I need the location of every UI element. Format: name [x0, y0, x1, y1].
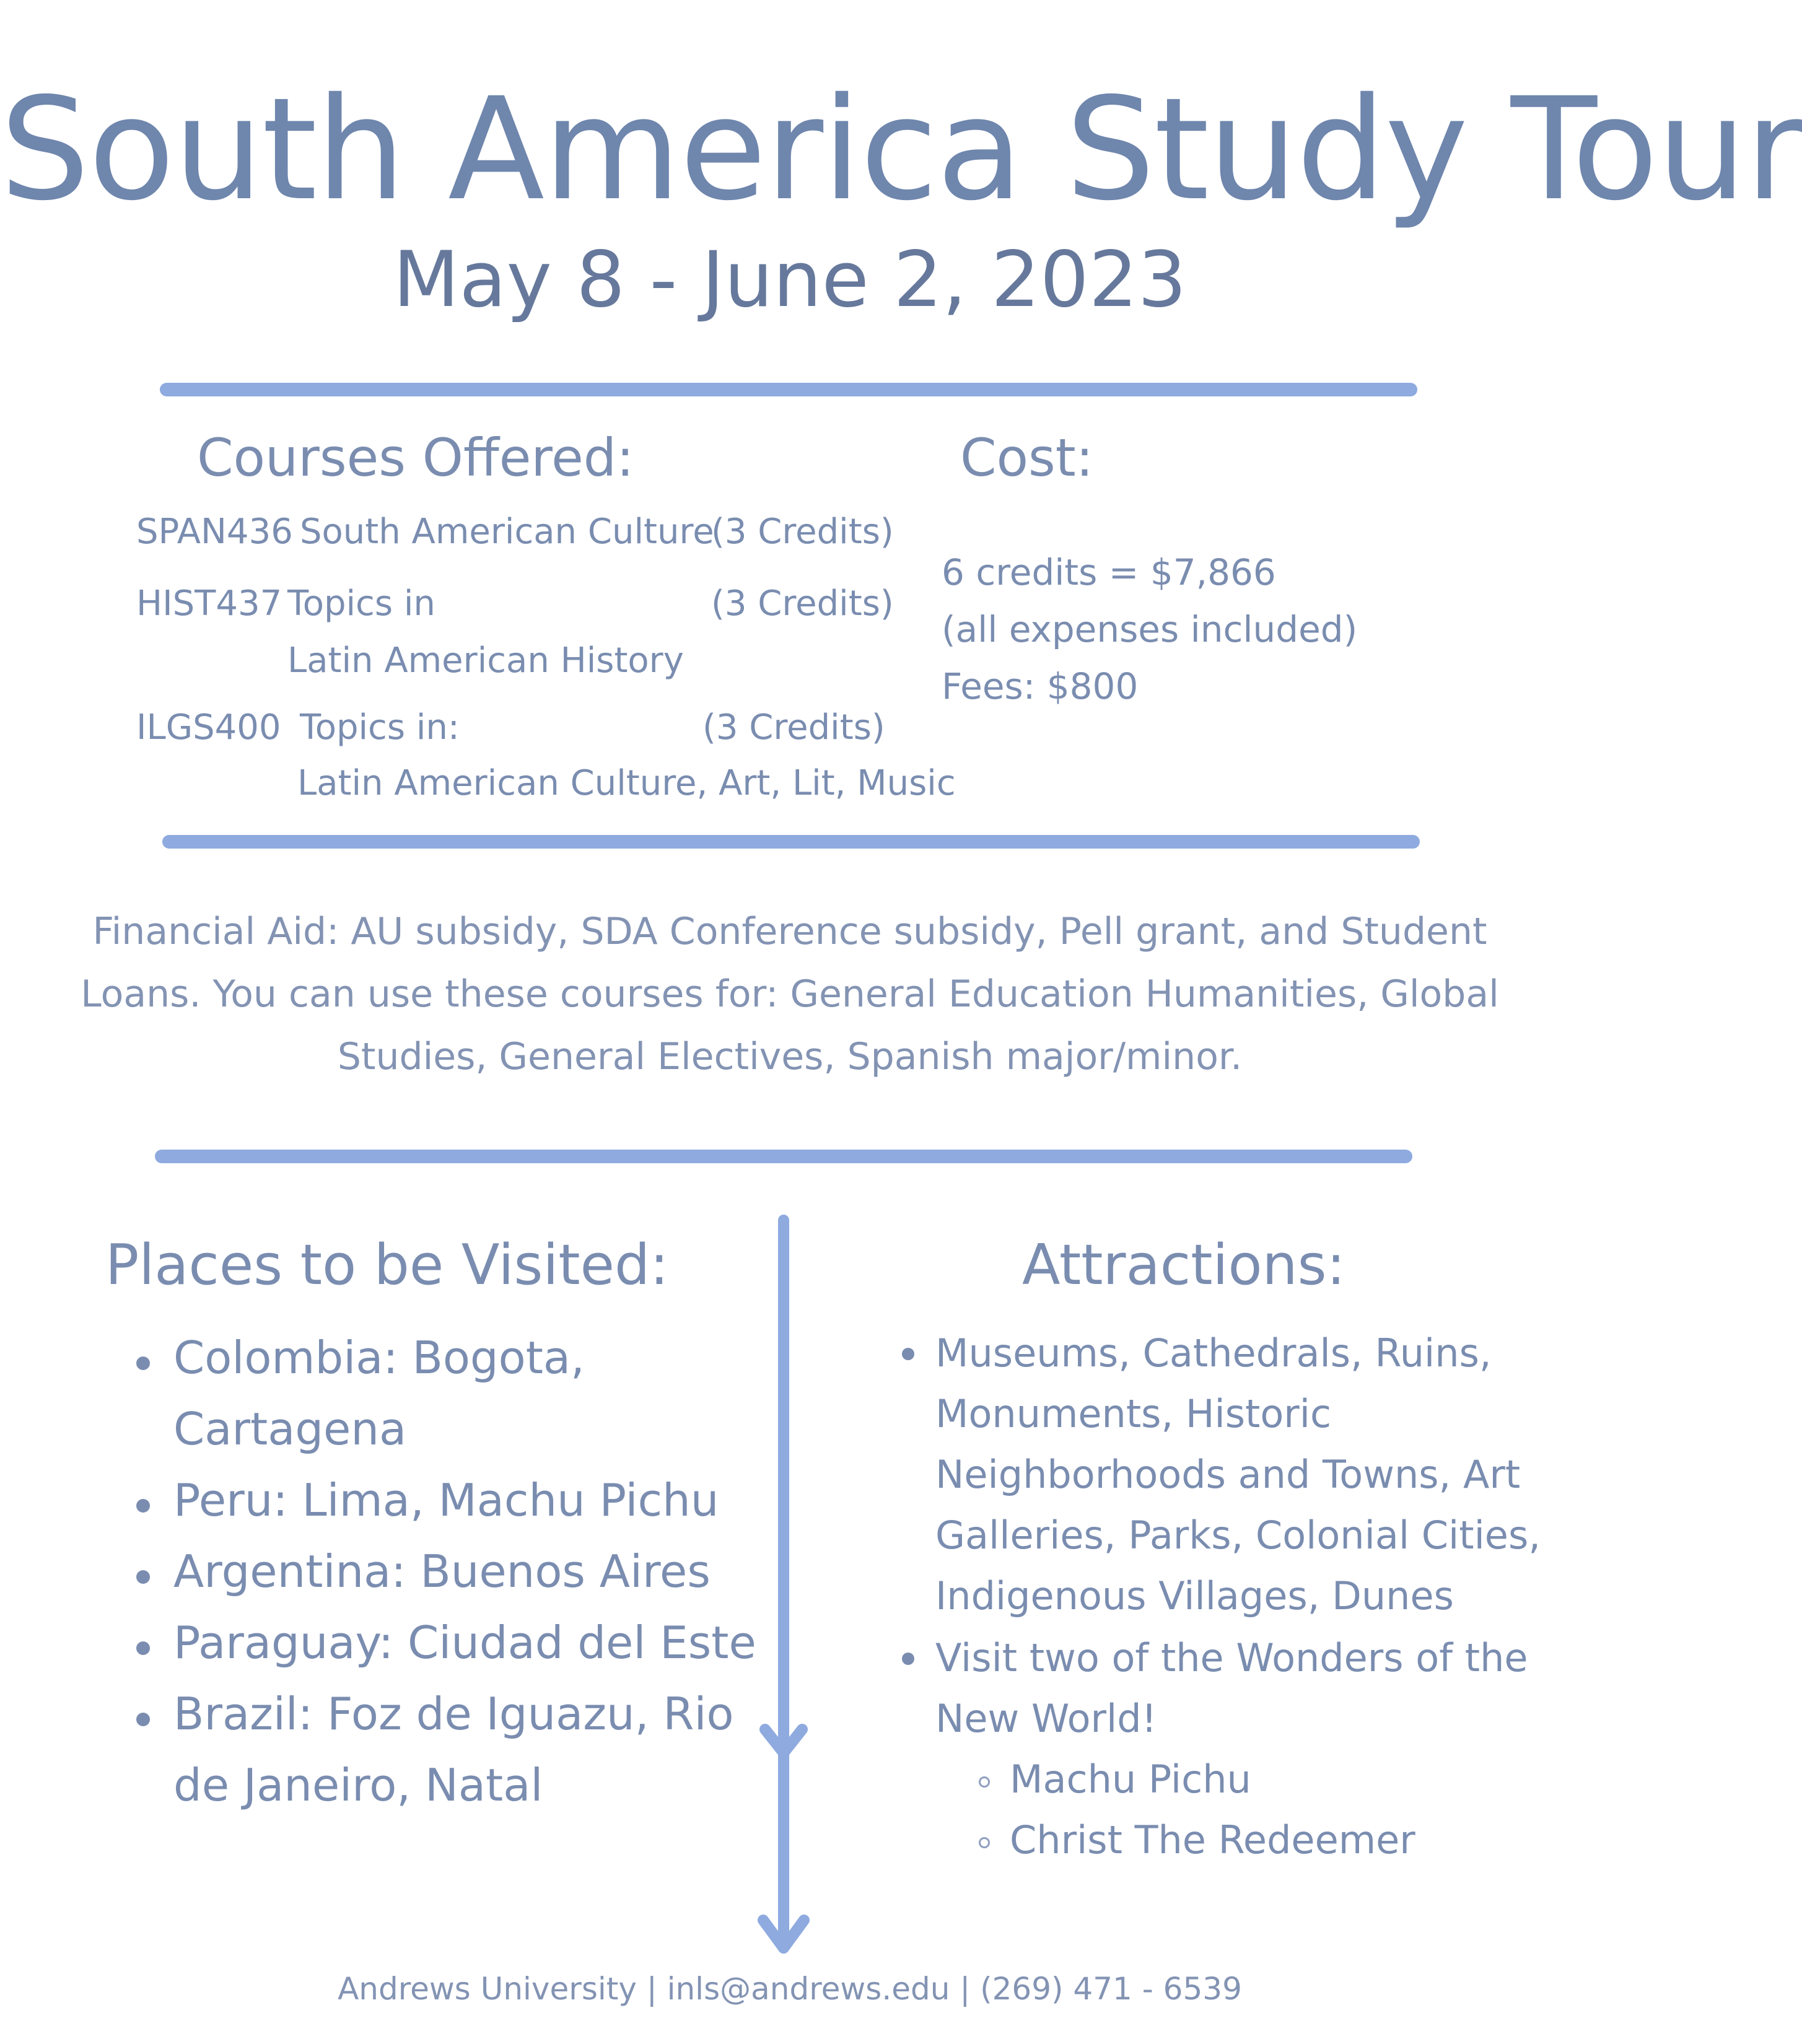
- cost-line: 6 credits = $7,866: [942, 551, 1276, 593]
- course-credits-ilgs400: (3 Credits): [702, 707, 885, 748]
- bullet-icon: [902, 1653, 914, 1665]
- place-paraguay: Paraguay: Ciudad del Este: [173, 1617, 756, 1669]
- bullet-icon: [136, 1356, 150, 1370]
- course-code-hist437: HIST437: [136, 583, 282, 624]
- cost-line: (all expenses included): [942, 608, 1358, 650]
- attractions-heading: Attractions:: [1022, 1233, 1345, 1298]
- financial-aid-line: Financial Aid: AU subsidy, SDA Conference subsidy, Pell grant, and Student: [92, 910, 1487, 953]
- bullet-icon: [136, 1641, 150, 1655]
- divider-top: [160, 383, 1417, 396]
- place-brazil: Brazil: Foz de Iguazu, Rio: [173, 1688, 734, 1740]
- place-brazil-cont: de Janeiro, Natal: [173, 1759, 543, 1811]
- bullet-icon: [136, 1570, 150, 1584]
- course-credits-hist437: (3 Credits): [711, 583, 894, 624]
- place-colombia: Colombia: Bogota,: [173, 1332, 585, 1384]
- wonder-christ-the-redeemer: Christ The Redeemer: [1010, 1817, 1415, 1863]
- place-argentina: Argentina: Buenos Aires: [173, 1545, 711, 1597]
- bullet-icon: [136, 1713, 150, 1726]
- financial-aid-line: Loans. You can use these courses for: General Education Humanities, Global: [81, 972, 1499, 1016]
- sub-bullet-icon: [979, 1776, 990, 1788]
- footer-contact: Andrews University | inls@andrews.edu | (269) 471 - 6539: [338, 1971, 1242, 2007]
- attraction-line: Visit two of the Wonders of the: [935, 1635, 1528, 1680]
- financial-aid-paragraph: [74, 901, 1505, 1088]
- place-peru: Peru: Lima, Machu Pichu: [173, 1474, 719, 1526]
- attraction-line: Galleries, Parks, Colonial Cities,: [935, 1513, 1541, 1558]
- arrow-down-icon: [737, 1214, 830, 1957]
- bullet-icon: [902, 1348, 914, 1360]
- course-title-span436: South American Culture: [300, 512, 714, 552]
- cost-line: Fees: $800: [942, 665, 1139, 707]
- course-credits-span436: (3 Credits): [711, 512, 894, 552]
- attraction-line: New World!: [935, 1696, 1157, 1741]
- cost-heading: Cost:: [960, 427, 1094, 488]
- course-title2-ilgs400: Latin American Culture, Art, Lit, Music: [297, 763, 956, 803]
- course-title2-hist437: Latin American History: [287, 640, 684, 681]
- place-colombia-cont: Cartagena: [173, 1403, 407, 1455]
- wonder-machu-pichu: Machu Pichu: [1010, 1757, 1251, 1802]
- divider-middle: [162, 835, 1420, 849]
- places-heading: Places to be Visited:: [105, 1233, 669, 1298]
- attraction-line: Neighborhoods and Towns, Art: [935, 1452, 1521, 1497]
- attraction-line: Indigenous Villages, Dunes: [935, 1573, 1454, 1618]
- page-title: South America Study Tour: [0, 67, 1802, 232]
- bullet-icon: [136, 1499, 150, 1513]
- course-code-ilgs400: ILGS400: [136, 707, 281, 748]
- financial-aid-line: Studies, General Electives, Spanish major/minor.: [337, 1035, 1243, 1078]
- courses-heading: Courses Offered:: [197, 427, 634, 488]
- course-code-span436: SPAN436: [136, 512, 293, 552]
- attraction-line: Museums, Cathedrals, Ruins,: [935, 1330, 1492, 1376]
- tour-dates: May 8 - June 2, 2023: [393, 235, 1187, 325]
- course-title-hist437: Topics in: [287, 583, 435, 624]
- attraction-line: Monuments, Historic: [935, 1391, 1332, 1436]
- sub-bullet-icon: [979, 1837, 990, 1848]
- divider-lower: [155, 1150, 1412, 1163]
- course-title-ilgs400: Topics in:: [300, 707, 460, 748]
